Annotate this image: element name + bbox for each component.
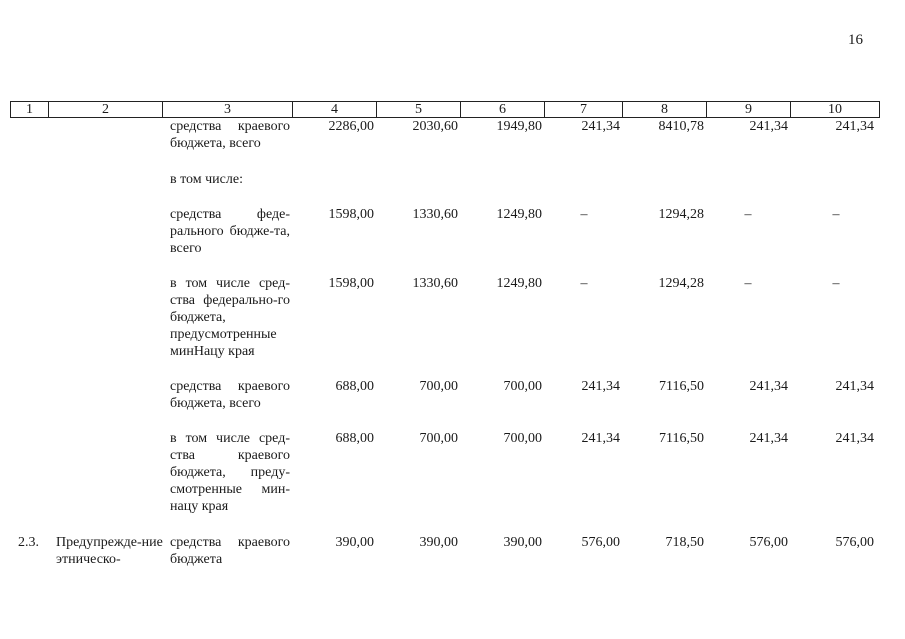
value-col-8: 1294,28 [658,276,704,291]
header-col-5: 5 [377,102,461,117]
value-col-4: 688,00 [335,431,374,446]
row-source: в том числе сред-ства федерально-го бюджета, предусмотренные минНацу края [170,276,290,359]
header-col-6: 6 [461,102,545,117]
row-source: средства краевого бюджета [170,535,290,567]
header-col-4: 4 [293,102,377,117]
header-col-8: 8 [623,102,707,117]
value-col-9: 576,00 [749,535,788,550]
header-col-3: 3 [163,102,293,117]
value-col-5: 2030,60 [412,119,458,134]
value-col-5: 390,00 [419,535,458,550]
value-col-10: – [832,276,840,291]
value-col-8: 1294,28 [658,207,704,222]
value-col-9: – [744,276,752,291]
value-col-9: 241,34 [749,431,788,446]
table-header [10,101,880,118]
value-col-10: 576,00 [835,535,874,550]
row-source: средства краевого бюджета, всего [170,119,290,151]
value-col-6: 700,00 [503,379,542,394]
header-col-1: 1 [11,102,49,117]
value-col-10: 241,34 [835,379,874,394]
value-col-8: 7116,50 [659,379,704,394]
row-source: в том числе: [170,172,243,187]
value-col-5: 700,00 [419,431,458,446]
value-col-7: 241,34 [581,379,620,394]
value-col-10: 241,34 [835,431,874,446]
row-source: средства краевого бюджета, всего [170,379,290,411]
value-col-9: 241,34 [749,119,788,134]
value-col-4: 1598,00 [328,207,374,222]
header-col-7: 7 [545,102,623,117]
header-col-2: 2 [49,102,163,117]
page-number: 16 [848,32,863,48]
value-col-9: – [744,207,752,222]
value-col-7: 241,34 [581,119,620,134]
row-source: средства феде-рального бюдже-та, всего [170,207,290,256]
value-col-5: 1330,60 [412,207,458,222]
value-col-8: 8410,78 [658,119,704,134]
row-number: 2.3. [18,535,39,550]
value-col-8: 718,50 [665,535,704,550]
value-col-9: 241,34 [749,379,788,394]
value-col-4: 390,00 [335,535,374,550]
value-col-7: 576,00 [581,535,620,550]
header-col-9: 9 [707,102,791,117]
header-col-10: 10 [828,102,842,117]
value-col-7: 241,34 [581,431,620,446]
value-col-6: 1249,80 [496,276,542,291]
value-col-6: 700,00 [503,431,542,446]
value-col-10: – [832,207,840,222]
value-col-7: – [580,276,588,291]
value-col-4: 2286,00 [328,119,374,134]
row-source: в том числе сред-ства краевого бюджета, преду-смотренные мин-нацу края [170,431,290,514]
value-col-6: 1249,80 [496,207,542,222]
value-col-6: 390,00 [503,535,542,550]
row-name: Предупрежде-ние этническо- [56,535,163,567]
value-col-5: 1330,60 [412,276,458,291]
value-col-4: 1598,00 [328,276,374,291]
value-col-5: 700,00 [419,379,458,394]
value-col-10: 241,34 [835,119,874,134]
value-col-6: 1949,80 [496,119,542,134]
value-col-8: 7116,50 [659,431,704,446]
value-col-4: 688,00 [335,379,374,394]
value-col-7: – [580,207,588,222]
